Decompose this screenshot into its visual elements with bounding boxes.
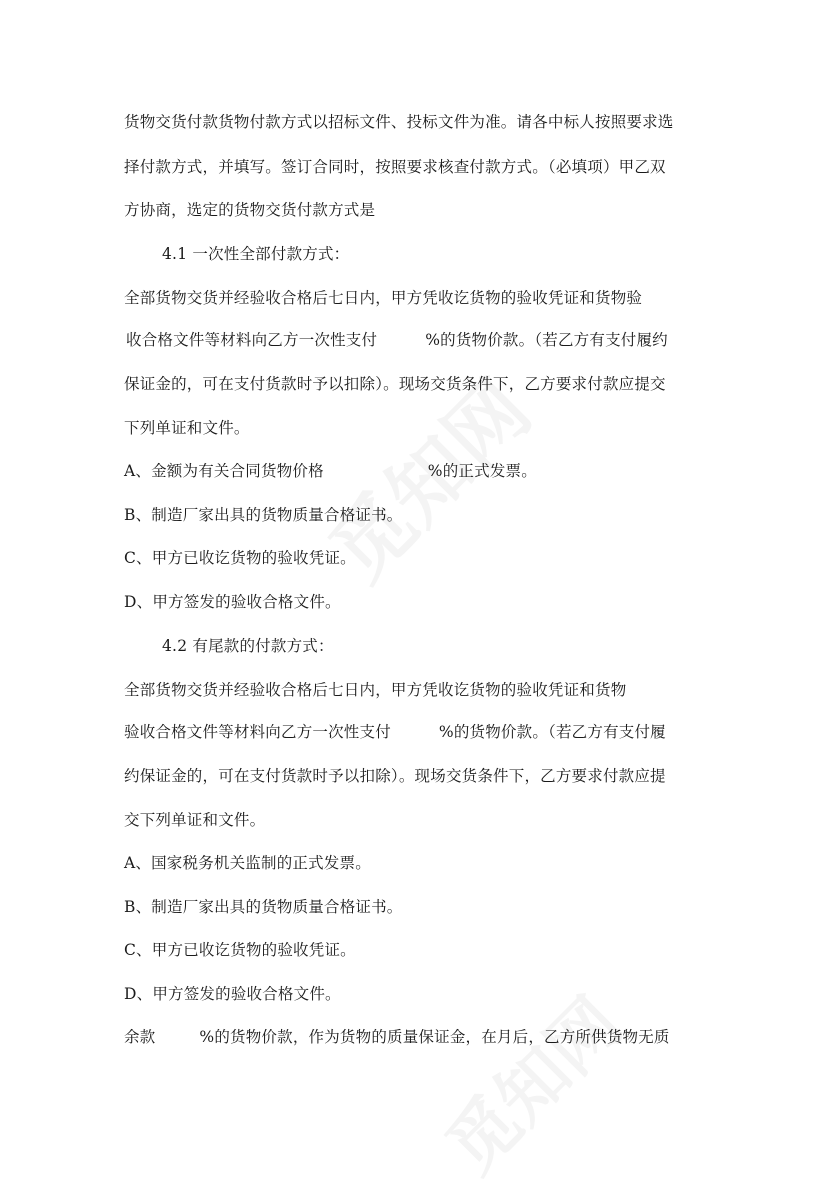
paragraph-line: 约保证金的，可在支付货款时予以扣除）。现场交货条件下，乙方要求付款应提 — [124, 767, 666, 785]
watermark — [420, 972, 640, 1191]
line-text: 余款 — [124, 1028, 156, 1046]
paragraph-line — [126, 330, 668, 350]
paragraph-line: 下列单证和文件。 — [124, 419, 250, 437]
list-item: D、甲方签发的验收合格文件。 — [124, 593, 341, 611]
list-item: A、国家税务机关监制的正式发票。 — [124, 854, 371, 872]
line-text: 验收合格文件等材料向乙方一次性支付 — [124, 723, 391, 741]
list-item: B、制造厂家出具的货物质量合格证书。 — [124, 898, 403, 916]
line-text: %的正式发票。 — [427, 462, 537, 480]
list-item: B、制造厂家出具的货物质量合格证书。 — [124, 506, 403, 524]
paragraph-line: 货物交货付款货物付款方式以招标文件、投标文件为准。请各中标人按照要求选 — [124, 113, 674, 131]
line-text: A、金额为有关合同货物价格 — [124, 462, 324, 480]
section-heading: 4.1 一次性全部付款方式： — [162, 245, 350, 263]
paragraph-line — [124, 1027, 670, 1047]
list-item — [124, 461, 537, 481]
line-text: %的货物价款。（若乙方有支付履约 — [425, 331, 668, 349]
paragraph-line: 交下列单证和文件。 — [124, 811, 266, 829]
paragraph-line: 择付款方式，并填写。签订合同时，按照要求核查付款方式。（必填项）甲乙双 — [124, 158, 666, 176]
list-item: C、甲方已收讫货物的验收凭证。 — [124, 941, 356, 959]
line-text: %的货物价款，作为货物的质量保证金，在月后，乙方所供货物无质 — [199, 1028, 670, 1046]
list-item: C、甲方已收讫货物的验收凭证。 — [124, 549, 356, 567]
section-heading: 4.2 有尾款的付款方式： — [162, 637, 334, 655]
line-text: %的货物价款。（若乙方有支付履 — [438, 723, 666, 741]
line-text: 收合格文件等材料向乙方一次性支付 — [126, 331, 378, 349]
list-item: D、甲方签发的验收合格文件。 — [124, 985, 341, 1003]
paragraph-line — [124, 722, 666, 742]
paragraph-line: 保证金的，可在支付货款时予以扣除）。现场交货条件下，乙方要求付款应提交 — [124, 375, 666, 393]
paragraph-line: 全部货物交货并经验收合格后七日内，甲方凭收讫货物的验收凭证和货物验 — [124, 289, 643, 307]
paragraph-line: 方协商，选定的货物交货付款方式是 — [124, 201, 376, 219]
paragraph-line: 全部货物交货并经验收合格后七日内，甲方凭收讫货物的验收凭证和货物 — [124, 681, 627, 699]
